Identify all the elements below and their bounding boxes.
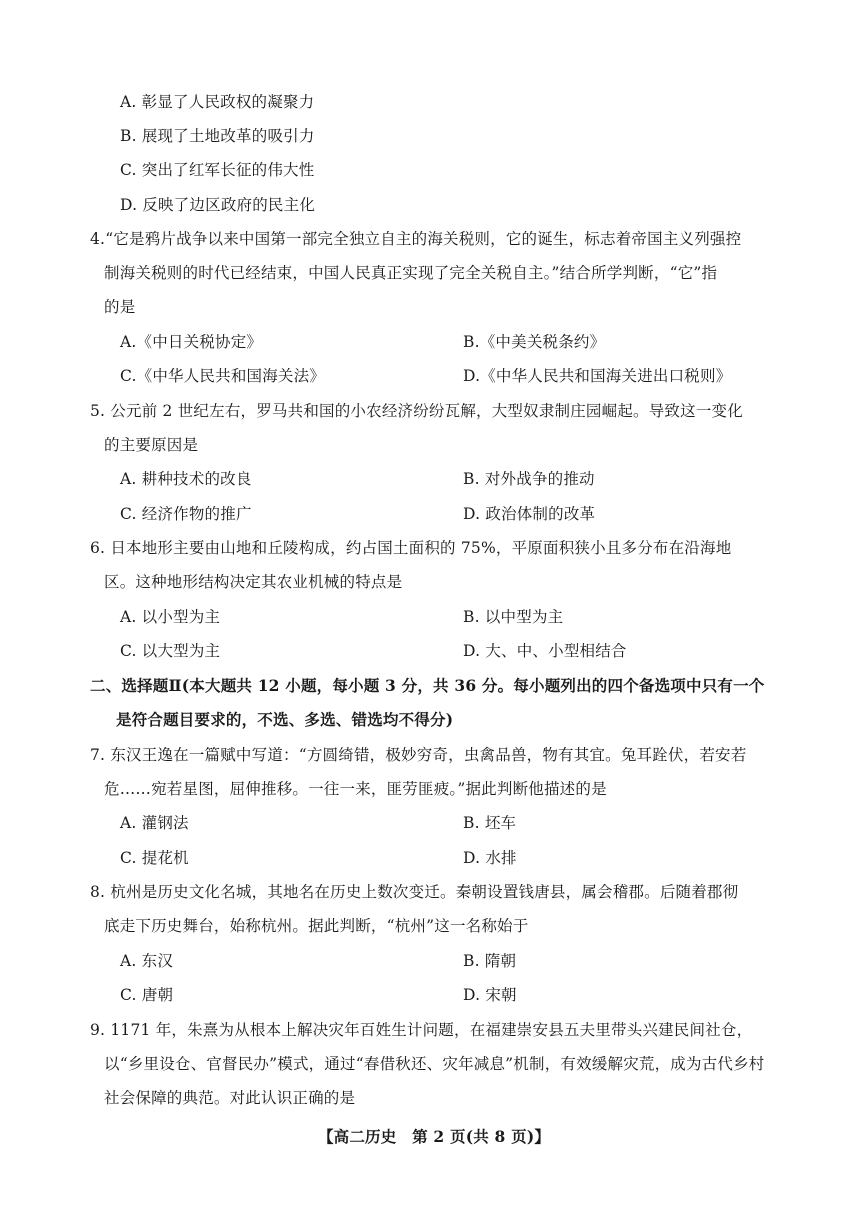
q6-stem-line2: 区。这种地形结构决定其农业机械的特点是 bbox=[104, 573, 403, 591]
q6-stem-line1: 6. 日本地形主要由山地和丘陵构成，约占国土面积的 75%，平原面积狭小且多分布在沿海地 bbox=[90, 539, 732, 557]
q9-stem-line1: 9. 1171 年，朱熹为从根本上解决灾年百姓生计问题，在福建崇安县五夫里带头兴建民间社仓， bbox=[90, 1021, 753, 1039]
q9-stem-line2: 以“乡里设仓、官督民办”模式，通过“春借秋还、灾年减息”机制，有效缓解灾荒，成为古代乡村 bbox=[104, 1055, 765, 1073]
section2-heading-line2: 是符合题目要求的，不选、多选、错选均不得分) bbox=[116, 710, 454, 729]
q7-stem-line2: 危……宛若星图，屈伸推移。一往一来，匪劳匪疲。”据此判断他描述的是 bbox=[104, 780, 607, 798]
q6-option-d: D. 大、中、小型相结合 bbox=[463, 642, 627, 660]
q4-option-d: D.《中华人民共和国海关进出口税则》 bbox=[463, 367, 732, 385]
q8-option-d: D. 宋朝 bbox=[463, 986, 517, 1004]
q5-option-b: B. 对外战争的推动 bbox=[463, 470, 595, 488]
q6-option-a: A. 以小型为主 bbox=[120, 608, 221, 626]
q3-option-c: C. 突出了红军长征的伟大性 bbox=[120, 161, 315, 179]
q7-stem-line1: 7. 东汉王逸在一篇赋中写道：“方圆绮错，极妙穷奇，虫禽品兽，物有其宜。兔耳跧伏，若安若 bbox=[90, 746, 747, 764]
q7-option-c: C. 提花机 bbox=[120, 849, 189, 867]
q8-stem-line2: 底走下历史舞台，始称杭州。据此判断，“杭州”这一名称始于 bbox=[104, 917, 529, 935]
q3-option-d: D. 反映了边区政府的民主化 bbox=[120, 196, 316, 214]
q8-stem-line1: 8. 杭州是历史文化名城，其地名在历史上数次变迁。秦朝设置钱唐县，属会稽郡。后随着郡彻 bbox=[90, 883, 739, 901]
q4-option-b: B.《中美关税条约》 bbox=[463, 333, 606, 351]
q8-option-c: C. 唐朝 bbox=[120, 986, 174, 1004]
page-footer: 【高二历史 第 2 页(共 8 页)】 bbox=[317, 1127, 551, 1146]
q4-option-c: C.《中华人民共和国海关法》 bbox=[120, 367, 326, 385]
q5-stem-line2: 的主要原因是 bbox=[104, 436, 199, 454]
q3-option-b: B. 展现了土地改革的吸引力 bbox=[120, 127, 315, 145]
q4-stem-line2: 制海关税则的时代已经结束，中国人民真正实现了完全关税自主。”结合所学判断，“它”指 bbox=[104, 264, 718, 282]
q4-stem-line1: 4.“它是鸦片战争以来中国第一部完全独立自主的海关税则，它的诞生，标志着帝国主义列强控 bbox=[90, 230, 742, 248]
q8-option-a: A. 东汉 bbox=[120, 952, 174, 970]
q7-option-d: D. 水排 bbox=[463, 849, 517, 867]
q3-option-a: A. 彰显了人民政权的凝聚力 bbox=[120, 93, 315, 111]
q8-option-b: B. 隋朝 bbox=[463, 952, 517, 970]
q5-option-a: A. 耕种技术的改良 bbox=[120, 470, 252, 488]
q7-option-b: B. 坯车 bbox=[463, 814, 517, 832]
q5-option-d: D. 政治体制的改革 bbox=[463, 505, 596, 523]
q7-option-a: A. 灌钢法 bbox=[120, 814, 189, 832]
section2-heading-line1: 二、选择题Ⅱ(本大题共 12 小题，每小题 3 分，共 36 分。每小题列出的四个备选项中只有一个 bbox=[90, 676, 765, 695]
q6-option-b: B. 以中型为主 bbox=[463, 608, 564, 626]
q4-stem-line3: 的是 bbox=[104, 298, 136, 316]
q5-stem-line1: 5. 公元前 2 世纪左右，罗马共和国的小农经济纷纷瓦解，大型奴隶制庄园崛起。导致这一变化 bbox=[90, 402, 743, 420]
q5-option-c: C. 经济作物的推广 bbox=[120, 505, 252, 523]
q6-option-c: C. 以大型为主 bbox=[120, 642, 221, 660]
q4-option-a: A.《中日关税协定》 bbox=[120, 333, 263, 351]
q9-stem-line3: 社会保障的典范。对此认识正确的是 bbox=[104, 1089, 356, 1107]
